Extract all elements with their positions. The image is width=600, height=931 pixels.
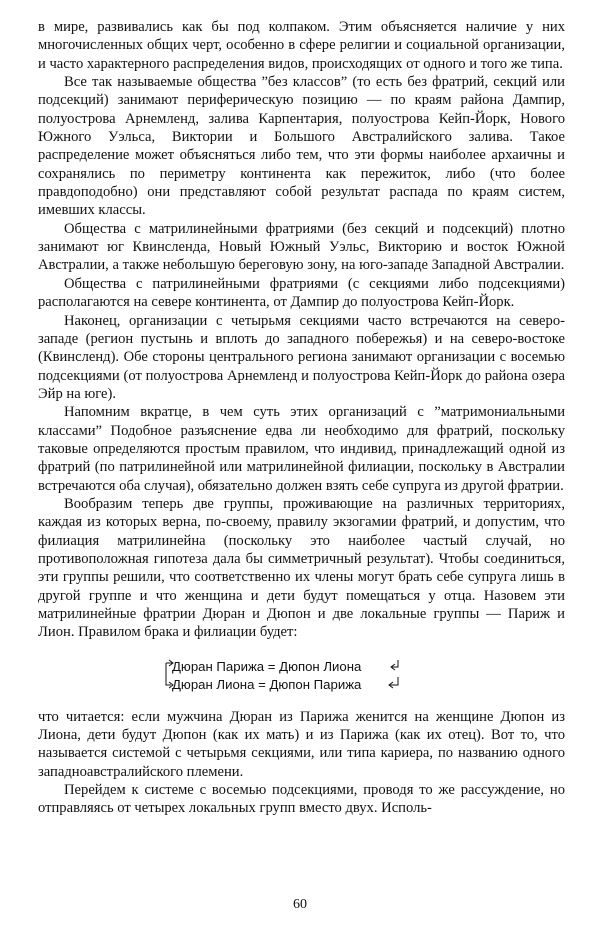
paragraph-7: Вообразим теперь две группы, проживающие на различных территориях, каждая из которых верна, по-своему, правилу экзогамии фратрий, и допустим, что филиация матрилинейна (поскольку это наиболее частый случай, но противоположная гипотеза дала бы симметричный результат). Чтобы соединиться, эти группы решили, что соответственно их члены могут брать себе супруга лишь в другой группе и что женщина и дети будут помещаться у отца. Назовем эти матрилинейные фратрии Дюран и Дюпон и две локальные группы — Париж и Лион. Правилом брака и филиации будет: xyxy=(38,495,565,641)
page-number: 60 xyxy=(293,897,307,912)
paragraph-after-formula: что читается: если мужчина Дюран из Парижа женится на женщине Дюпон из Лиона, дети будут Дюпон (как их мать) и из Парижа (как их отец). Вот то, что называется системой с четырьмя секциями, или типа кариера, по названию одного западноавстралийского племени. xyxy=(38,708,565,780)
paragraph-4: Общества с патрилинейными фратриями (с секциями либо подсекциями) располагаются на севере континента, от Дампир до полуострова Кейп-Йорк. xyxy=(38,275,565,311)
paragraph-3: Общества с матрилинейными фратриями (без секций и подсекций) плотно занимают юг Квинсленда, Новый Южный Уэльс, Викторию и восток Южной Австралии, а также небольшую береговую зону, на юго-западе Западной Австралии. xyxy=(38,220,565,274)
formula-line-1: Дюран Парижа = Дюпон Лиона xyxy=(172,658,362,674)
paragraph-last: Перейдем к системе с восемью подсекциями, проводя то же рассуждение, но отправляясь от четырех локальных групп вместо двух. Исполь- xyxy=(38,782,565,817)
paragraph-1: в мире, развивались как бы под колпаком. Этим объясняется наличие у них многочисленных общих черт, особенно в сфере религии и социальной организации, и часто характерного распределения видов, происходящих от одного и того же типа. xyxy=(38,19,565,72)
body-text xyxy=(38,18,565,818)
paragraph-5: Наконец, организации с четырьмя секциями часто встречаются на северо-западе (регион пустынь и вплоть до западного побережья) и на северо-востоке (Квинсленд). Обе стороны центрального региона занимают организации с восемью подсекциями (от полуострова Арнемленд и полуострова Кейп-Йорк до района озера Эйр на юге). xyxy=(38,312,565,402)
marriage-rule-formula xyxy=(38,656,565,696)
paragraph-2: Все так называемые общества ”без классов” (то есть без фратрий, секций или подсекций) занимают периферическую позицию — по краям района Дампир, полуострова Арнемленд, залива Карпентария, полуострова Кейп-Йорк, Нового Южного Уэльса, Виктории и Большого Австралийского залива. Такое распределение может объясняться либо тем, что эти формы наиболее архаичны и сохранялись по периметру континента как пережиток, либо (что более правдоподобно) они представляют собой результат распада по краям систем, имевших классы. xyxy=(38,74,565,219)
formula-line-2: Дюран Лиона = Дюпон Парижа xyxy=(172,676,362,692)
paragraph-6: Напомним вкратце, в чем суть этих организаций с ”матримониальными классами” Подобное разъяснение едва ли необходимо для фратрий, поскольку таковые определяются простым правилом, что индивид, принадлежащий одной из фратрий (по патрилинейной или матрилинейной филиации, поскольку в Австралии встречаются оба случая), обязательно должен взять себе супруга из другой фратрии. xyxy=(38,404,565,494)
